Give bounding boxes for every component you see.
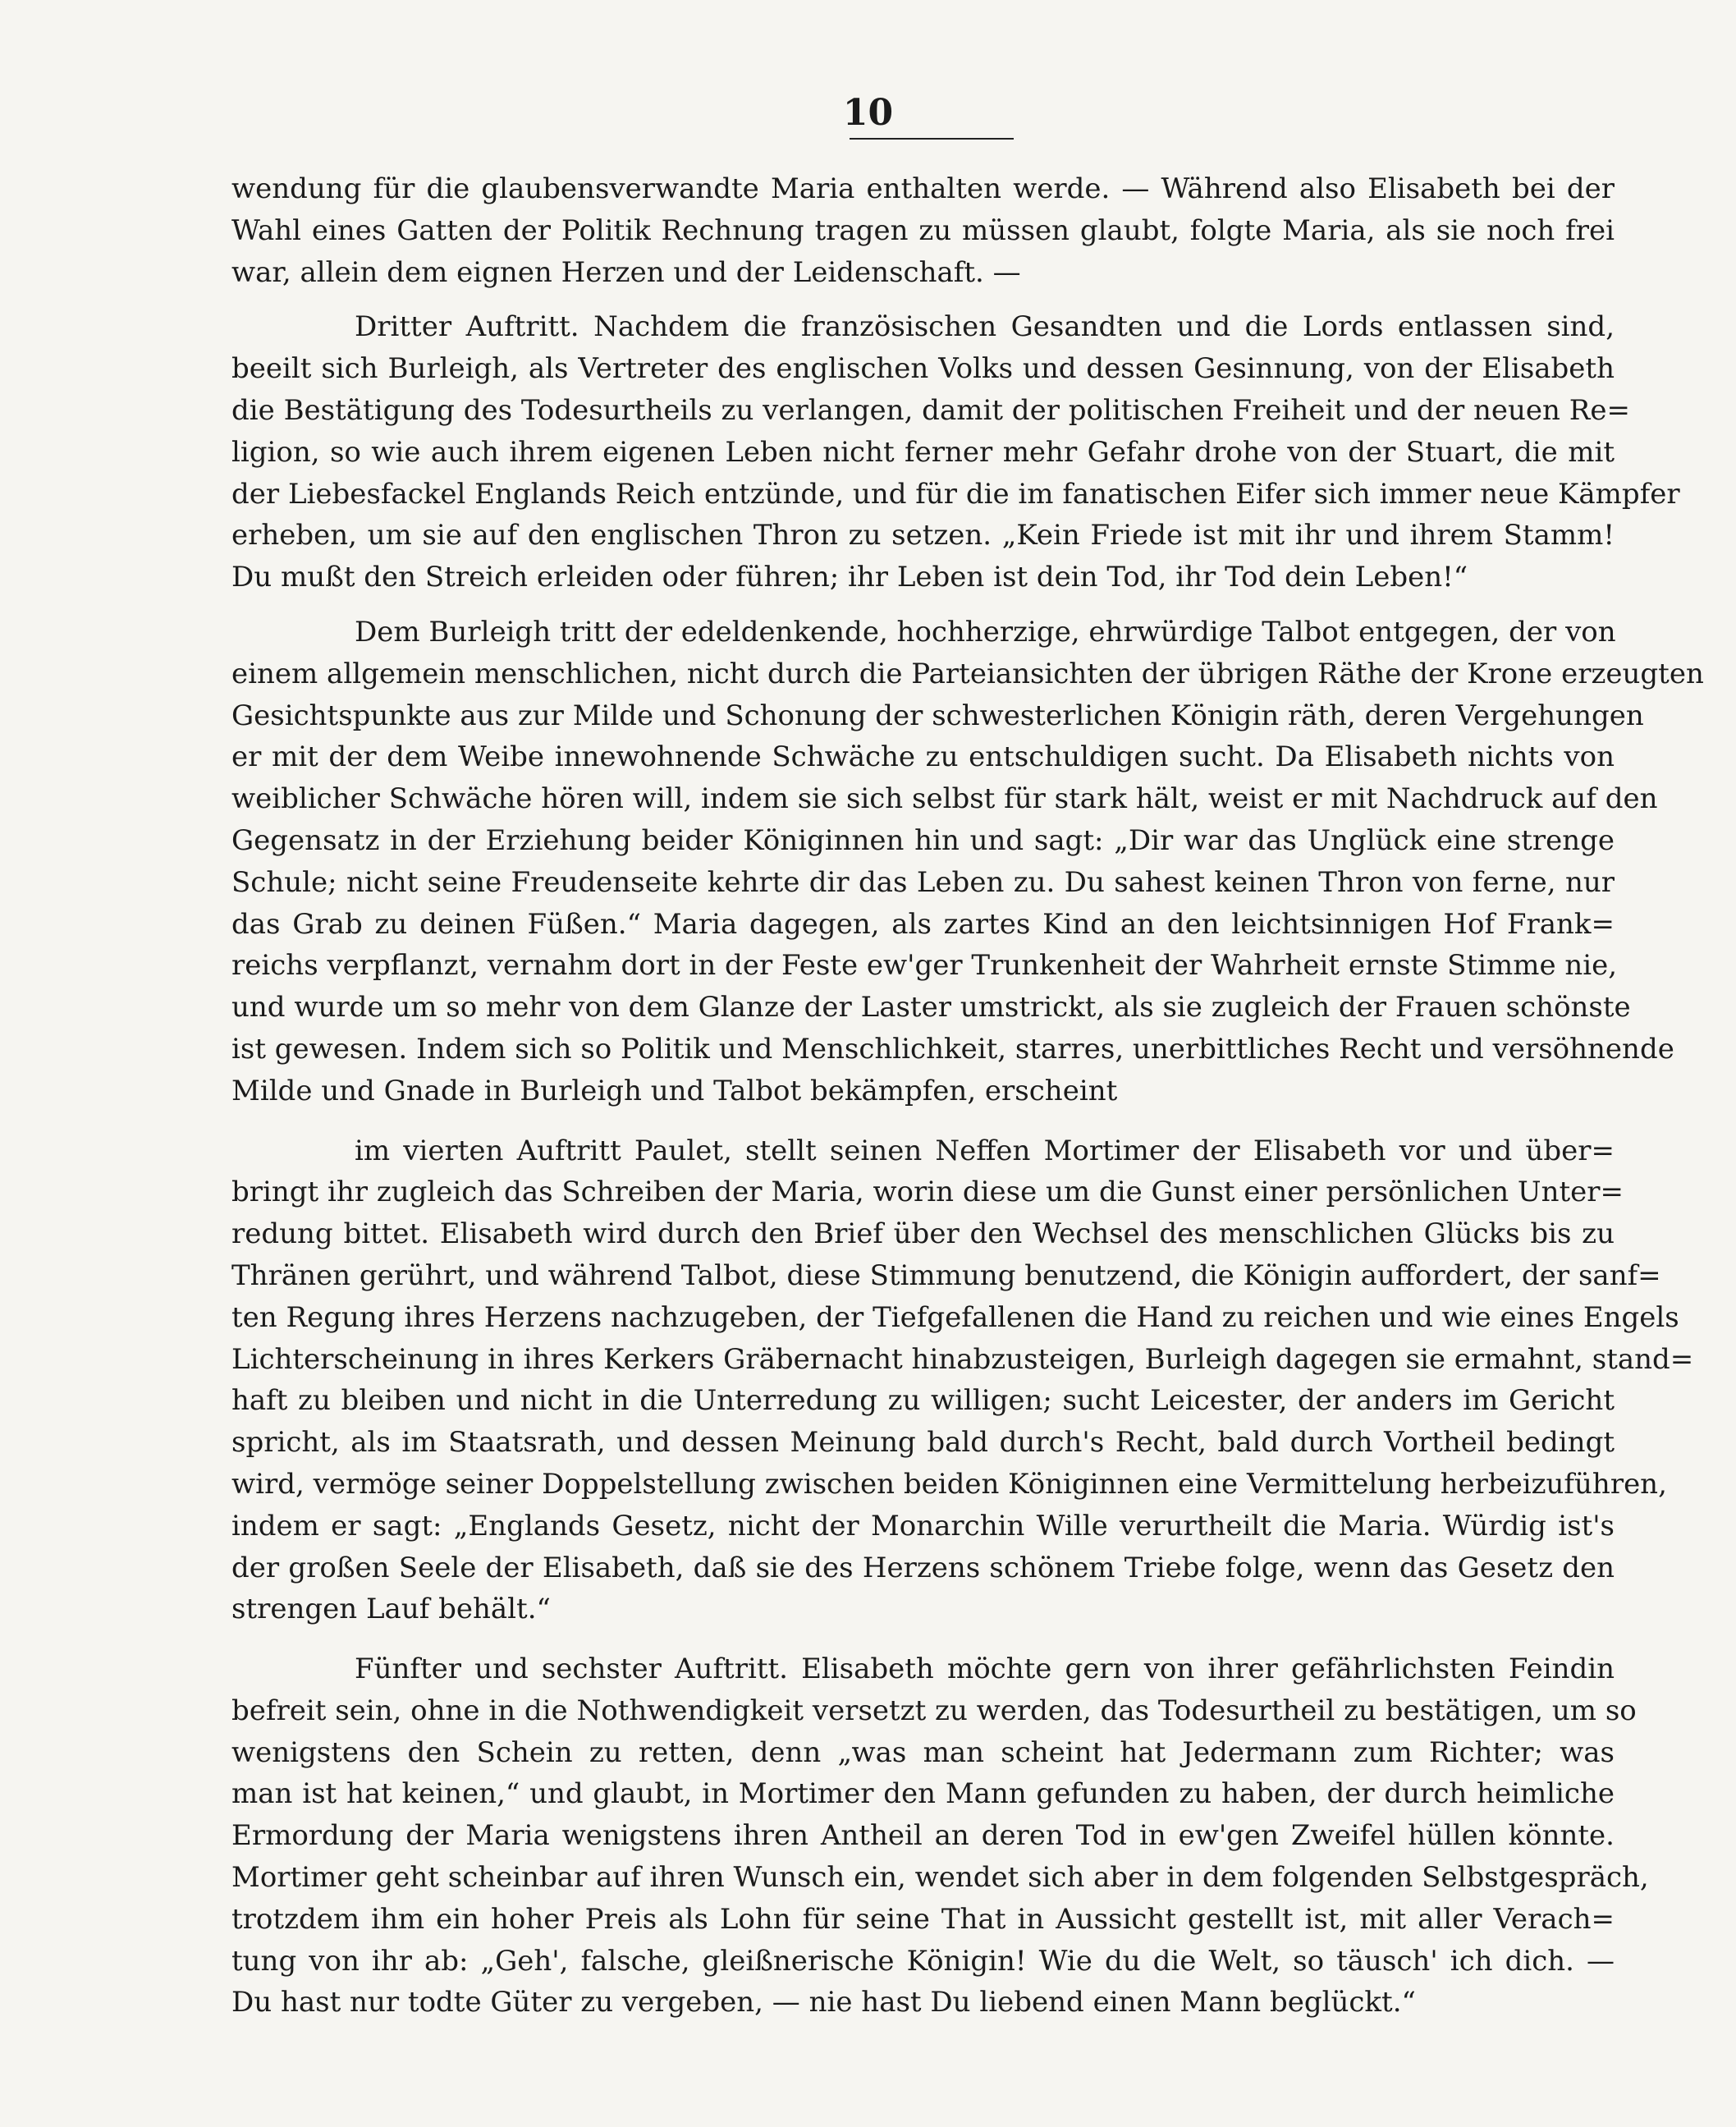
text-line: Wahl eines Gatten der Politik Rechnung tragen zu müssen glaubt, folgte Maria, als sie noch frei bbox=[231, 213, 1615, 247]
text-line: redung bittet. Elisabeth wird durch den Brief über den Wechsel des menschlichen Glücks bis zu bbox=[231, 1217, 1615, 1251]
text-line: er mit der dem Weibe innewohnende Schwäche zu entschuldigen sucht. Da Elisabeth nichts von bbox=[231, 740, 1615, 774]
text-line: Gegensatz in der Erziehung beider Königinnen hin und sagt: „Dir war das Unglück eine strenge bbox=[231, 823, 1615, 857]
text-line: strengen Lauf behält.“ bbox=[231, 1593, 551, 1626]
text-line: haft zu bleiben und nicht in die Unterredung zu willigen; sucht Leicester, der anders im Gericht bbox=[231, 1384, 1615, 1418]
text-line: der Liebesfackel Englands Reich entzünde, und für die im fanatischen Eifer sich immer neue Kämpfer bbox=[231, 477, 1680, 511]
text-line: erheben, um sie auf den englischen Thron zu setzen. „Kein Friede ist mit ihr und ihrem Stamm! bbox=[231, 519, 1615, 552]
text-line: der großen Seele der Elisabeth, daß sie des Herzens schönem Triebe folge, wenn das Gesetz den bbox=[231, 1551, 1615, 1584]
text-line: bringt ihr zugleich das Schreiben der Maria, worin diese um die Gunst einer persönlichen Unter= bbox=[231, 1176, 1624, 1209]
text-line: Milde und Gnade in Burleigh und Talbot bekämpfen, erscheint bbox=[231, 1074, 1118, 1107]
paragraph-2 bbox=[231, 306, 1680, 598]
paragraph-1 bbox=[231, 168, 1615, 293]
text-line: ist gewesen. Indem sich so Politik und Menschlichkeit, starres, unerbittliches Recht und versöhnende bbox=[231, 1032, 1674, 1066]
text-line: im vierten Auftritt Paulet, stellt seinen Neffen Mortimer der Elisabeth vor und über= bbox=[355, 1134, 1615, 1167]
text-line: wendung für die glaubensverwandte Maria enthalten werde. — Während also Elisabeth bei der bbox=[231, 172, 1615, 205]
text-line: Mortimer geht scheinbar auf ihren Wunsch ein, wendet sich aber in dem folgenden Selbstgespräch, bbox=[231, 1861, 1649, 1895]
text-line: die Bestätigung des Todesurtheils zu verlangen, damit der politischen Freiheit und der neuen Re= bbox=[231, 393, 1630, 427]
body-text bbox=[231, 168, 1704, 2024]
text-line: Lichterscheinung in ihres Kerkers Gräbernacht hinabzusteigen, Burleigh dagegen sie ermahnt, stand= bbox=[231, 1342, 1694, 1376]
text-line: befreit sein, ohne in die Nothwendigkeit versetzt zu werden, das Todesurtheil zu bestätigen, um so bbox=[231, 1694, 1637, 1727]
paragraph-3 bbox=[231, 612, 1704, 1112]
text-line: man ist hat keinen,“ und glaubt, in Mortimer den Mann gefunden zu haben, der durch heimliche bbox=[231, 1777, 1615, 1811]
text-line: Fünfter und sechster Auftritt. Elisabeth möchte gern von ihrer gefährlichsten Feindin bbox=[355, 1653, 1615, 1686]
text-line: Dem Burleigh tritt der edeldenkende, hochherzige, ehrwürdige Talbot entgegen, der von bbox=[355, 615, 1616, 649]
text-line: Du hast nur todte Güter zu vergeben, — nie hast Du liebend einen Mann beglückt.“ bbox=[231, 1986, 1416, 2019]
text-line: ligion, so wie auch ihrem eigenen Leben nicht ferner mehr Gefahr drohe von der Stuart, die mit bbox=[231, 435, 1615, 469]
text-line: weiblicher Schwäche hören will, indem sie sich selbst für stark hält, weist er mit Nachdruck auf den bbox=[231, 782, 1658, 816]
text-line: wenigstens den Schein zu retten, denn „was man scheint hat Jedermann zum Richter; was bbox=[231, 1735, 1615, 1769]
text-line: beeilt sich Burleigh, als Vertreter des englischen Volks und dessen Gesinnung, von der Elisabeth bbox=[231, 352, 1615, 386]
text-line: trotzdem ihm ein hoher Preis als Lohn für seine That in Aussicht gestellt ist, mit aller Verach= bbox=[231, 1902, 1615, 1936]
text-line: Gesichtspunkte aus zur Milde und Schonung der schwesterlichen Königin räth, deren Vergehungen bbox=[231, 699, 1644, 732]
text-line: Ermordung der Maria wenigstens ihren Antheil an deren Tod in ew'gen Zweifel hüllen könnte. bbox=[231, 1819, 1615, 1853]
text-line: Schule; nicht seine Freudenseite kehrte dir das Leben zu. Du sahest keinen Thron von ferne, nur bbox=[231, 865, 1615, 899]
header-rule bbox=[850, 138, 1014, 140]
text-line: Thränen gerührt, und während Talbot, diese Stimmung benutzend, die Königin auffordert, der sanf= bbox=[231, 1258, 1661, 1292]
text-line: reichs verpflanzt, vernahm dort in der Feste ew'ger Trunkenheit der Wahrheit ernste Stimme nie, bbox=[231, 949, 1618, 983]
text-line: einem allgemein menschlichen, nicht durch die Parteiansichten der übrigen Räthe der Krone erzeugten bbox=[231, 657, 1704, 690]
text-line: indem er sagt: „Englands Gesetz, nicht der Monarchin Wille verurtheilt die Maria. Würdig ist's bbox=[231, 1509, 1615, 1543]
text-line: Du mußt den Streich erleiden oder führen; ihr Leben ist dein Tod, ihr Tod dein Leben!“ bbox=[231, 561, 1468, 594]
paragraph-4 bbox=[231, 1130, 1694, 1631]
text-line: tung von ihr ab: „Geh', falsche, gleißnerische Königin! Wie du die Welt, so täusch' ich dich. — bbox=[231, 1944, 1615, 1978]
text-line: das Grab zu deinen Füßen.“ Maria dagegen, als zartes Kind an den leichtsinnigen Hof Frank= bbox=[231, 907, 1615, 941]
text-line: wird, vermöge seiner Doppelstellung zwischen beiden Königinnen eine Vermittelung herbeizuführen, bbox=[231, 1467, 1667, 1501]
page-number: 10 bbox=[842, 92, 894, 134]
paragraph-5 bbox=[231, 1648, 1649, 2024]
text-line: und wurde um so mehr von dem Glanze der Laster umstrickt, als sie zugleich der Frauen schönste bbox=[231, 991, 1631, 1025]
text-line: war, allein dem eignen Herzen und der Leidenschaft. — bbox=[231, 255, 1021, 289]
text-line: ten Regung ihres Herzens nachzugeben, der Tiefgefallenen die Hand zu reichen und wie eines Engels bbox=[231, 1300, 1679, 1334]
text-line: Dritter Auftritt. Nachdem die französischen Gesandten und die Lords entlassen sind, bbox=[355, 310, 1615, 344]
text-line: spricht, als im Staatsrath, und dessen Meinung bald durch's Recht, bald durch Vortheil bedingt bbox=[231, 1426, 1615, 1460]
